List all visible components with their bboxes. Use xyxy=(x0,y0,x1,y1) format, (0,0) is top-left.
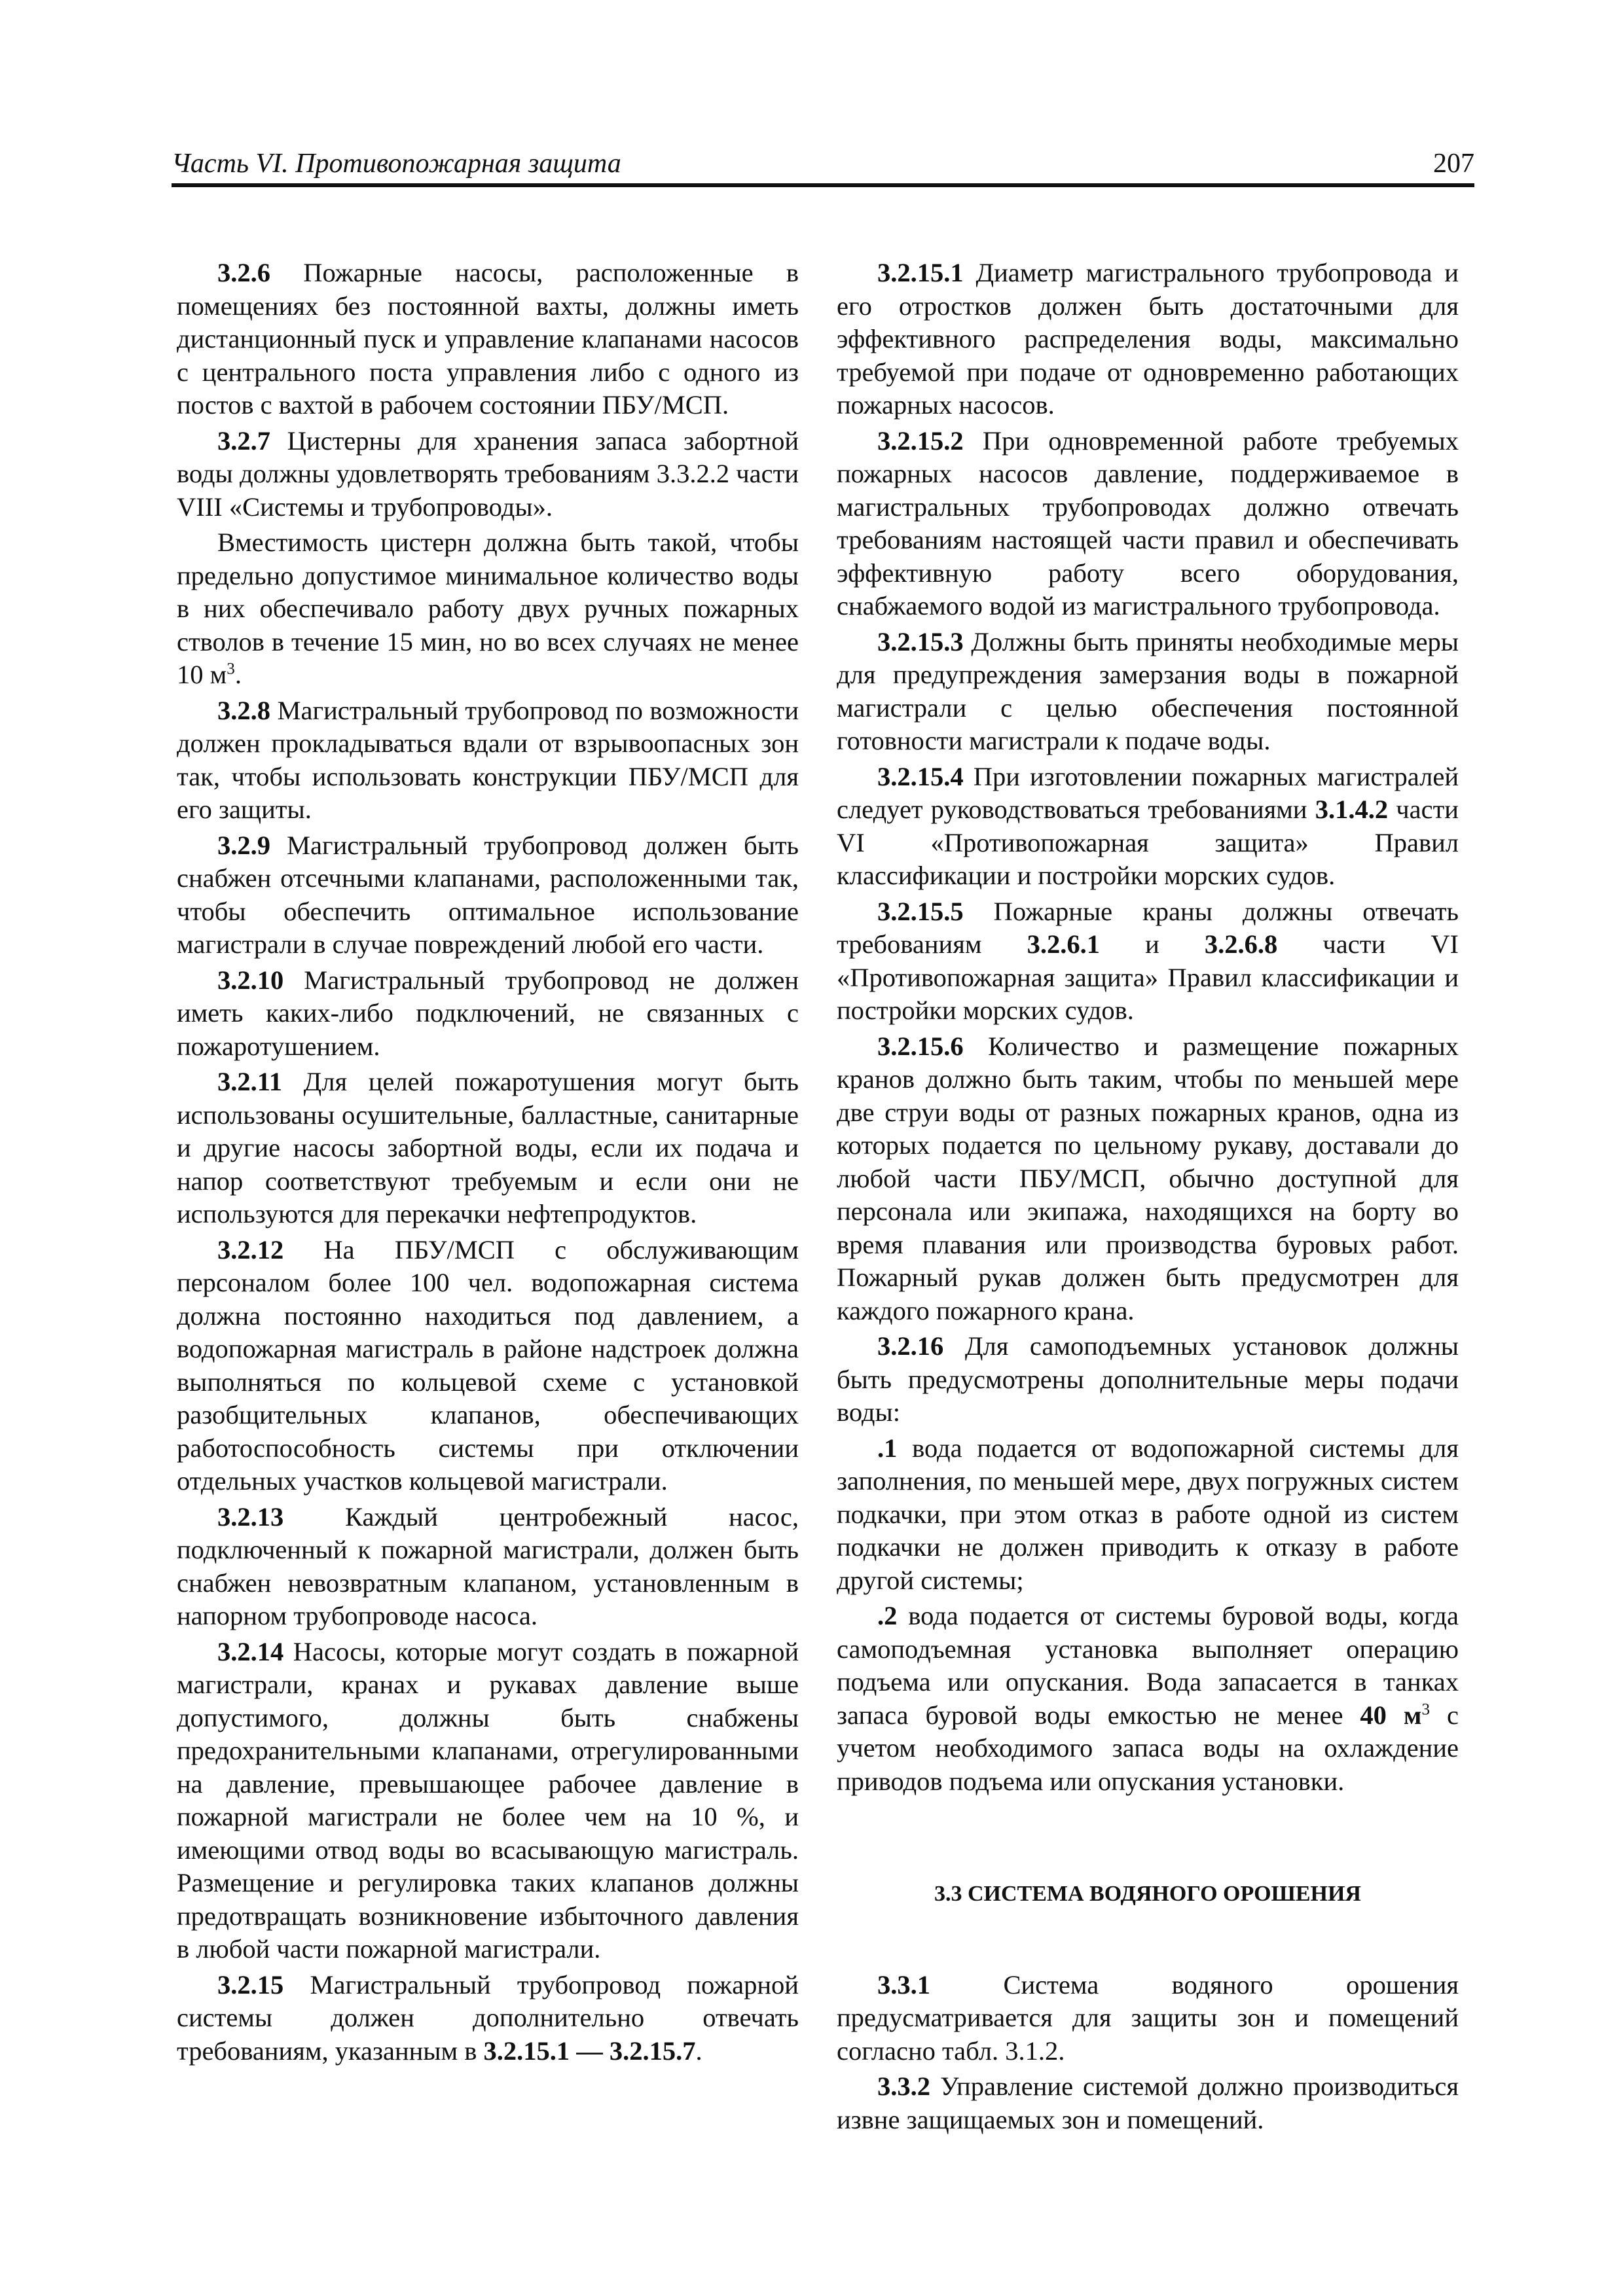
paragraph-3-3-1: 3.3.1 Система водяного орошения предусматривается для защиты зон и помещений согласно табл. 3.1.2. xyxy=(837,1969,1459,2066)
paragraph-3-2-10: 3.2.10 Магистральный трубопровод не должен иметь каких-либо подключений, не связанных с пожаротушением. xyxy=(177,965,799,1061)
paragraph-3-2-11: 3.2.11 Для целей пожаротушения могут быть использованы осушительные, балластные, санитарные и другие насосы забортной воды, если их подача и напор соответствуют требуемым и если они не используются для перекачки нефтепродуктов. xyxy=(177,1067,799,1229)
paragraph-3-2-7: 3.2.7 Цистерны для хранения запаса забортной воды должны удовлетворять требованиям 3.3.2.2 части VIII «Системы и трубопроводы». xyxy=(177,425,799,522)
paragraph-3-2-13: 3.2.13 Каждый центробежный насос, подключенный к пожарной магистрали, должен быть снабжен невозвратным клапаном, установленным в напорном трубопроводе насоса. xyxy=(177,1501,799,1630)
section-heading: 3.3 СИСТЕМА ВОДЯНОГО ОРОШЕНИЯ xyxy=(934,1882,1361,1906)
paragraph-tank-capacity: Вместимость цистерн должна быть такой, чтобы предельно допустимое минимальное количество воды в них обеспечивало работу двух ручных пожарных стволов в течение 15 мин, но во всех случаях не менее 10 $м^3$. xyxy=(177,528,799,689)
left-column xyxy=(177,257,799,2070)
paragraph-3-2-15-5: 3.2.15.5 Пожарные краны должны отвечать требованиям 3.2.6.1 и 3.2.6.8 части VI «Противопожарная защита» Правил классификации и постройки морских судов. xyxy=(837,896,1459,1025)
list-item-2: .2 вода подается от системы буровой воды, когда самоподъемная установка выполняет операцию подъема или опускания. Вода запасается в танках запаса буровой воды емкостью не менее 40 $м^3$ с учетом необходимого запаса воды на охлаждение приводов подъема или опускания установки. xyxy=(837,1601,1459,1796)
paragraph-3-2-15-4: 3.2.15.4 При изготовлении пожарных магистралей следует руководствоваться требованиями 3.1.4.2 части VI «Противопожарная защита» Правил классификации и постройки морских судов. xyxy=(837,761,1459,890)
page-number: 207 xyxy=(1433,149,1474,179)
header-title: Часть VI. Противопожарная защита xyxy=(172,149,621,179)
paragraph-3-2-9: 3.2.9 Магистральный трубопровод должен быть снабжен отсечными клапанами, расположенными так, чтобы обеспечить оптимальное использование магистрали в случае повреждений любой его части. xyxy=(177,830,799,959)
paragraph-3-2-15-2: 3.2.15.2 При одновременной работе требуемых пожарных насосов давление, поддерживаемое в магистральных трубопроводах должно отвечать требованиям настоящей части правил и обеспечивать эффективную работу всего оборудования, снабжаемого водой из магистрального трубопровода. xyxy=(837,425,1459,620)
paragraph-3-2-15-1: 3.2.15.1 Диаметр магистрального трубопровода и его отростков должен быть достаточными для эффективного распределения воды, максимально требуемой при подаче от одновременно работающих пожарных насосов. xyxy=(837,258,1459,420)
right-column xyxy=(837,257,1459,2139)
page-header xyxy=(172,143,1474,187)
list-item-1: .1 вода подается от водопожарной системы для заполнения, по меньшей мере, двух погружных систем подкачки, при этом отказ в работе одной из систем подкачки не должен приводить к отказу в работе другой системы; xyxy=(837,1433,1459,1595)
paragraph-3-3-2: 3.3.2 Управление системой должно производиться извне защищаемых зон и помещений. xyxy=(837,2072,1459,2134)
paragraph-3-2-15-3: 3.2.15.3 Должны быть приняты необходимые меры для предупреждения замерзания воды в пожарной магистрали с целью обеспечения постоянной готовности магистрали к подаче воды. xyxy=(837,626,1459,755)
paragraph-3-2-6: 3.2.6 Пожарные насосы, расположенные в помещениях без постоянной вахты, должны иметь дистанционный пуск и управление клапанами насосов с центрального поста управления либо с одного из постов с вахтой в рабочем состоянии ПБУ/МСП. xyxy=(177,258,799,420)
paragraph-3-2-15-6: 3.2.15.6 Количество и размещение пожарных кранов должно быть таким, чтобы по меньшей мере две струи воды от разных пожарных кранов, одна из которых подается по цельному рукаву, доставали до любой части ПБУ/МСП, обычно доступной для персонала или экипажа, находящихся на борту во время плавания или производства буровых работ. Пожарный рукав должен быть предусмотрен для каждого пожарного крана. xyxy=(837,1031,1459,1325)
paragraph-3-2-8: 3.2.8 Магистральный трубопровод по возможности должен прокладываться вдали от взрывоопасных зон так, чтобы использовать конструкции ПБУ/МСП для его защиты. xyxy=(177,695,799,824)
paragraph-3-2-16: 3.2.16 Для самоподъемных установок должны быть предусмотрены дополнительные меры подачи воды: xyxy=(837,1331,1459,1427)
paragraph-3-2-14: 3.2.14 Насосы, которые могут создать в пожарной магистрали, кранах и рукавах давление выше допустимого, должны быть снабжены предохранительными клапанами, отрегулированными на давление, превышающее рабочее давление в пожарной магистрали не более чем на 10 %, и имеющими отвод воды во всасывающую магистраль. Размещение и регулировка таких клапанов должны предотвращать возникновение избыточного давления в любой части пожарной магистрали. xyxy=(177,1636,799,1964)
paragraph-3-2-12: 3.2.12 На ПБУ/МСП с обслуживающим персоналом более 100 чел. водопожарная система должна постоянно находиться под давлением, а водопожарная магистраль в районе надстроек должна выполняться по кольцевой схеме с установкой разобщительных клапанов, обеспечивающих работоспособность системы при отключении отдельных участков кольцевой магистрали. xyxy=(177,1234,799,1496)
paragraph-3-2-15: 3.2.15 Магистральный трубопровод пожарной системы должен дополнительно отвечать требованиям, указанным в 3.2.15.1 — 3.2.15.7. xyxy=(177,1969,799,2066)
